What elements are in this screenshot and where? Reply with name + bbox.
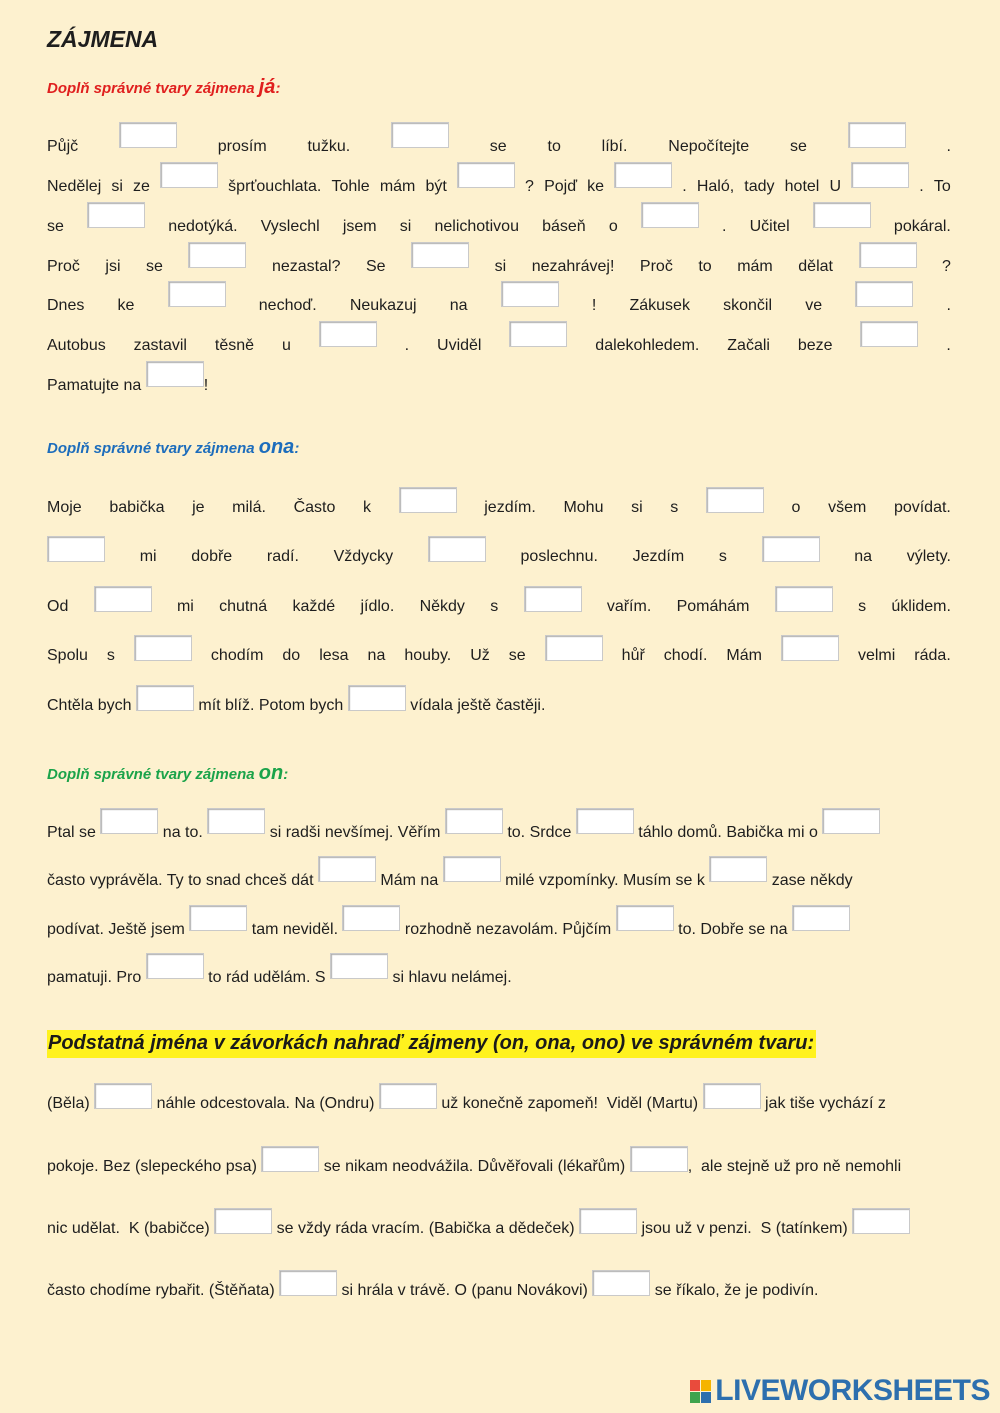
exercise-line [47, 953, 951, 987]
sentence-text: Uviděl [437, 337, 482, 354]
sentence-text: babička [109, 499, 165, 516]
sentence-text: . [946, 337, 951, 354]
sentence-text: poslechnu. [520, 548, 598, 565]
sentence-text: táhlo domů. Babička mi o [633, 824, 823, 841]
sentence-text: jak tiše vychází z [760, 1095, 886, 1112]
sentence-text: To [933, 178, 951, 195]
sentence-text: tady [744, 178, 775, 195]
sentence-text: k [363, 499, 371, 516]
sentence-text: mi [176, 598, 194, 615]
sentence-text: velmi [857, 647, 896, 664]
sentence-text: ! [203, 377, 209, 394]
sentence-text: si radši nevšímej. Věřím [265, 824, 445, 841]
sentence-text: to rád udělám. S [203, 969, 331, 986]
answer-input[interactable] [146, 361, 204, 387]
answer-input[interactable] [47, 536, 105, 562]
sentence-text: všem [828, 499, 867, 516]
sentence-text: . [946, 138, 951, 155]
exercise-line [47, 281, 951, 315]
sentence-text: ke [117, 297, 135, 314]
answer-input[interactable] [641, 202, 699, 228]
sentence-text: . [682, 178, 687, 195]
sentence-text: Pomáhám [676, 598, 750, 615]
answer-input[interactable] [391, 122, 449, 148]
sentence-text: si [111, 178, 123, 195]
sentence-text: Mám na [375, 872, 443, 889]
logo-tiles-icon [690, 1380, 711, 1403]
sentence-text: zastavil [133, 337, 187, 354]
sentence-text: Nedělej [47, 178, 102, 195]
answer-input[interactable] [822, 808, 880, 834]
sentence-text: dělat [798, 258, 833, 275]
sentence-text: Mám [726, 647, 762, 664]
answer-input[interactable] [189, 905, 247, 931]
heading-text: Doplň správné tvary zájmena [47, 80, 259, 97]
sentence-text: skončil [723, 297, 773, 314]
exercise-line [47, 856, 951, 890]
sentence-text: tam neviděl. [247, 921, 343, 938]
sentence-text: ? [525, 178, 534, 195]
answer-input[interactable] [457, 162, 515, 188]
sentence-text: chodím [210, 647, 264, 664]
logo-tile [690, 1392, 700, 1403]
sentence-text: Nepočítejte [668, 138, 750, 155]
answer-input[interactable] [813, 202, 871, 228]
sentence-text: se [508, 647, 526, 664]
sentence-text: do [282, 647, 301, 664]
answer-input[interactable] [614, 162, 672, 188]
sentence-text: . [946, 297, 951, 314]
answer-input[interactable] [379, 1083, 437, 1109]
sentence-text: milé vzpomínky. Musím se k [500, 872, 710, 889]
sentence-text: Neukazuj [349, 297, 417, 314]
answer-input[interactable] [851, 162, 909, 188]
sentence-text: prosím [217, 138, 267, 155]
sentence-text: (Běla) [47, 1095, 95, 1112]
exercise-line [47, 202, 951, 236]
answer-input[interactable] [762, 536, 820, 562]
exercise-line [47, 1079, 951, 1113]
sentence-text: šprťouchlata. [228, 178, 322, 195]
sentence-text: se nikam neodvážila. Důvěřovali (lékařům) [319, 1158, 630, 1175]
sentence-text: jsi [105, 258, 121, 275]
sentence-text: je [192, 499, 205, 516]
logo-text: LIVEWORKSHEETS [715, 1374, 990, 1407]
sentence-text: Se [366, 258, 386, 275]
sentence-text: ? [942, 258, 951, 275]
sentence-text: se říkalo, že je podivín. [650, 1282, 819, 1299]
heading-text: Doplň správné tvary zájmena [47, 766, 259, 783]
answer-input[interactable] [411, 242, 469, 268]
sentence-text: ráda. [914, 647, 951, 664]
answer-input[interactable] [87, 202, 145, 228]
answer-input[interactable] [709, 856, 767, 882]
sentence-text: na [854, 548, 873, 565]
exercise-line [47, 1204, 951, 1238]
section-heading-ona [47, 436, 299, 459]
sentence-text: mám [379, 178, 416, 195]
answer-input[interactable] [207, 808, 265, 834]
answer-input[interactable] [100, 808, 158, 834]
sentence-text: mít blíž. Potom bych [193, 697, 348, 714]
sentence-text: o [791, 499, 801, 516]
sentence-text: Chtěla bych [47, 697, 136, 714]
sentence-text: se [47, 218, 64, 235]
sentence-text: náhle odcestovala. Na (Ondru) [152, 1095, 379, 1112]
answer-input[interactable] [630, 1146, 688, 1172]
logo-tile [701, 1392, 711, 1403]
sentence-text: nezastal? [271, 258, 341, 275]
section-heading-replace: Podstatná jména v závorkách nahraď zájmeny (on, ona, ono) ve správném tvaru: [47, 1030, 816, 1058]
sentence-text: si [631, 499, 643, 516]
sentence-text: , ale stejně už pro ně nemohli [687, 1158, 902, 1175]
exercise-line [47, 321, 951, 355]
sentence-text: s [858, 598, 867, 615]
logo-tile [690, 1380, 700, 1391]
answer-input[interactable] [501, 281, 559, 307]
heading-colon: : [283, 766, 289, 783]
answer-input[interactable] [134, 635, 192, 661]
answer-input[interactable] [524, 586, 582, 612]
exercise-line [47, 1142, 951, 1176]
answer-input[interactable] [792, 905, 850, 931]
answer-input[interactable] [94, 1083, 152, 1109]
sentence-text: pokáral. [893, 218, 951, 235]
sentence-text: už konečně zapomeň! Viděl (Martu) [436, 1095, 703, 1112]
sentence-text: jídlo. [360, 598, 395, 615]
sentence-text: si hrála v trávě. O (panu Novákovi) [337, 1282, 593, 1299]
sentence-text: . [919, 178, 924, 195]
sentence-text: Moje [47, 499, 82, 516]
sentence-text: se [489, 138, 507, 155]
answer-input[interactable] [616, 905, 674, 931]
answer-input[interactable] [319, 321, 377, 347]
sentence-text: si [494, 258, 507, 275]
liveworksheets-logo [690, 1374, 990, 1408]
exercise-line [47, 242, 951, 276]
sentence-text: zase někdy [767, 872, 853, 889]
answer-input[interactable] [261, 1146, 319, 1172]
logo-tile [701, 1380, 711, 1391]
sentence-text: líbí. [601, 138, 628, 155]
answer-input[interactable] [579, 1208, 637, 1234]
sentence-text: jezdím. [484, 499, 536, 516]
sentence-text: jsou už v penzi. S (tatínkem) [637, 1220, 853, 1237]
sentence-text: rozhodně nezavolám. Půjčím [400, 921, 616, 938]
sentence-text: nechoď. [258, 297, 317, 314]
sentence-text: to. Dobře se na [673, 921, 792, 938]
sentence-text: Haló, [696, 178, 735, 195]
heading-pronoun: ona [258, 436, 295, 458]
answer-input[interactable] [94, 586, 152, 612]
answer-input[interactable] [188, 242, 246, 268]
sentence-text: Ptal se [47, 824, 101, 841]
sentence-text: na [449, 297, 468, 314]
sentence-text: dobře [191, 548, 233, 565]
sentence-text: Půjč [47, 138, 79, 155]
sentence-text: to [698, 258, 712, 275]
sentence-text: Pamatujte na [47, 377, 146, 394]
sentence-text: chodí. [663, 647, 708, 664]
sentence-text: jsem [342, 218, 377, 235]
sentence-text: nelichotivou [434, 218, 519, 235]
heading-pronoun: já [258, 76, 276, 98]
answer-input[interactable] [859, 242, 917, 268]
section-heading-on [47, 762, 288, 785]
sentence-text: Proč [47, 258, 80, 275]
sentence-text: u [281, 337, 291, 354]
sentence-text: se vždy ráda vracím. (Babička a dědeček) [272, 1220, 579, 1237]
sentence-text: Dnes [47, 297, 85, 314]
sentence-text: vídala ještě častěji. [405, 697, 546, 714]
sentence-text: houby. [404, 647, 452, 664]
sentence-text: to [547, 138, 561, 155]
sentence-text: s [106, 647, 115, 664]
sentence-text: Spolu [47, 647, 88, 664]
answer-input[interactable] [703, 1083, 761, 1109]
sentence-text: Zákusek [629, 297, 690, 314]
sentence-text: chutná [219, 598, 268, 615]
heading-colon: : [275, 80, 281, 97]
sentence-text: hůř [621, 647, 645, 664]
sentence-text: U [829, 178, 842, 195]
sentence-text: nic udělat. K (babičce) [47, 1220, 215, 1237]
sentence-text: báseň [542, 218, 586, 235]
sentence-text: ve [805, 297, 823, 314]
answer-input[interactable] [168, 281, 226, 307]
exercise-line [47, 905, 951, 939]
sentence-text: si [399, 218, 412, 235]
section-heading-ja [47, 76, 280, 99]
exercise-line [47, 483, 951, 517]
sentence-text: Jezdím [632, 548, 685, 565]
sentence-text: si hlavu nelámej. [388, 969, 512, 986]
answer-input[interactable] [330, 953, 388, 979]
sentence-text: se [790, 138, 807, 155]
answer-input[interactable] [318, 856, 376, 882]
sentence-text: s [718, 548, 727, 565]
sentence-text: to. Srdce [502, 824, 576, 841]
sentence-text: často vyprávěla. Ty to snad chceš dát [47, 872, 318, 889]
sentence-text: nezahrávej! [531, 258, 615, 275]
answer-input[interactable] [545, 635, 603, 661]
sentence-text: pokoje. Bez (slepeckého psa) [47, 1158, 262, 1175]
sentence-text: vařím. [606, 598, 652, 615]
sentence-text: se [146, 258, 163, 275]
sentence-text: ke [587, 178, 605, 195]
answer-input[interactable] [576, 808, 634, 834]
answer-input[interactable] [848, 122, 906, 148]
answer-input[interactable] [214, 1208, 272, 1234]
answer-input[interactable] [855, 281, 913, 307]
answer-input[interactable] [706, 487, 764, 513]
sentence-text: tužku. [307, 138, 351, 155]
sentence-text: lesa [319, 647, 349, 664]
answer-input[interactable] [279, 1270, 337, 1296]
sentence-text: Učitel [749, 218, 790, 235]
sentence-text: Někdy [419, 598, 465, 615]
sentence-text: Od [47, 598, 69, 615]
sentence-text: Pojď [544, 178, 578, 195]
sentence-text: mám [737, 258, 773, 275]
exercise-line [47, 631, 951, 665]
sentence-text: beze [797, 337, 833, 354]
sentence-text: nedotýká. [168, 218, 238, 235]
sentence-text: Proč [639, 258, 673, 275]
exercise-line [47, 162, 951, 196]
exercise-line [47, 532, 951, 566]
sentence-text: úklidem. [891, 598, 951, 615]
sentence-text: na [367, 647, 386, 664]
sentence-text: hotel [784, 178, 820, 195]
answer-input[interactable] [146, 953, 204, 979]
answer-input[interactable] [852, 1208, 910, 1234]
sentence-text: radí. [266, 548, 299, 565]
sentence-text: Vyslechl [260, 218, 320, 235]
exercise-line [47, 1266, 951, 1300]
exercise-line [47, 681, 951, 715]
sentence-text: Už [470, 647, 490, 664]
exercise-line [47, 122, 951, 156]
answer-input[interactable] [592, 1270, 650, 1296]
sentence-text: na to. [158, 824, 208, 841]
answer-input[interactable] [775, 586, 833, 612]
answer-input[interactable] [860, 321, 918, 347]
sentence-text: s [490, 598, 499, 615]
sentence-text: o [608, 218, 618, 235]
answer-input[interactable] [509, 321, 567, 347]
sentence-text: Často [293, 499, 336, 516]
sentence-text: být [425, 178, 447, 195]
heading-pronoun: on [258, 762, 284, 784]
sentence-text: pamatuji. Pro [47, 969, 146, 986]
answer-input[interactable] [119, 122, 177, 148]
sentence-text: s [670, 499, 679, 516]
answer-input[interactable] [160, 162, 218, 188]
answer-input[interactable] [136, 685, 194, 711]
sentence-text: těsně [214, 337, 255, 354]
answer-input[interactable] [445, 808, 503, 834]
sentence-text: Mohu [563, 499, 604, 516]
sentence-text: často chodíme rybařit. (Štěňata) [47, 1282, 280, 1299]
worksheet-title: ZÁJMENA [47, 26, 159, 52]
sentence-text: ze [133, 178, 150, 195]
exercise-line [47, 582, 951, 616]
exercise-line [47, 361, 951, 395]
sentence-text: milá. [232, 499, 266, 516]
sentence-text: podívat. Ještě jsem [47, 921, 190, 938]
answer-input[interactable] [781, 635, 839, 661]
sentence-text: Autobus [47, 337, 106, 354]
heading-text: Doplň správné tvary zájmena [47, 440, 259, 457]
sentence-text: povídat. [893, 499, 951, 516]
sentence-text: každé [292, 598, 336, 615]
answer-input[interactable] [443, 856, 501, 882]
answer-input[interactable] [399, 487, 457, 513]
answer-input[interactable] [342, 905, 400, 931]
sentence-text: . [722, 218, 727, 235]
sentence-text: Tohle [331, 178, 370, 195]
sentence-text: mi [139, 548, 157, 565]
exercise-line [47, 808, 951, 842]
sentence-text: . [404, 337, 410, 354]
answer-input[interactable] [428, 536, 486, 562]
sentence-text: Vždycky [333, 548, 394, 565]
heading-colon: : [294, 440, 300, 457]
sentence-text: Začali [727, 337, 770, 354]
answer-input[interactable] [348, 685, 406, 711]
sentence-text: ! [591, 297, 597, 314]
sentence-text: výlety. [906, 548, 951, 565]
sentence-text: dalekohledem. [595, 337, 700, 354]
